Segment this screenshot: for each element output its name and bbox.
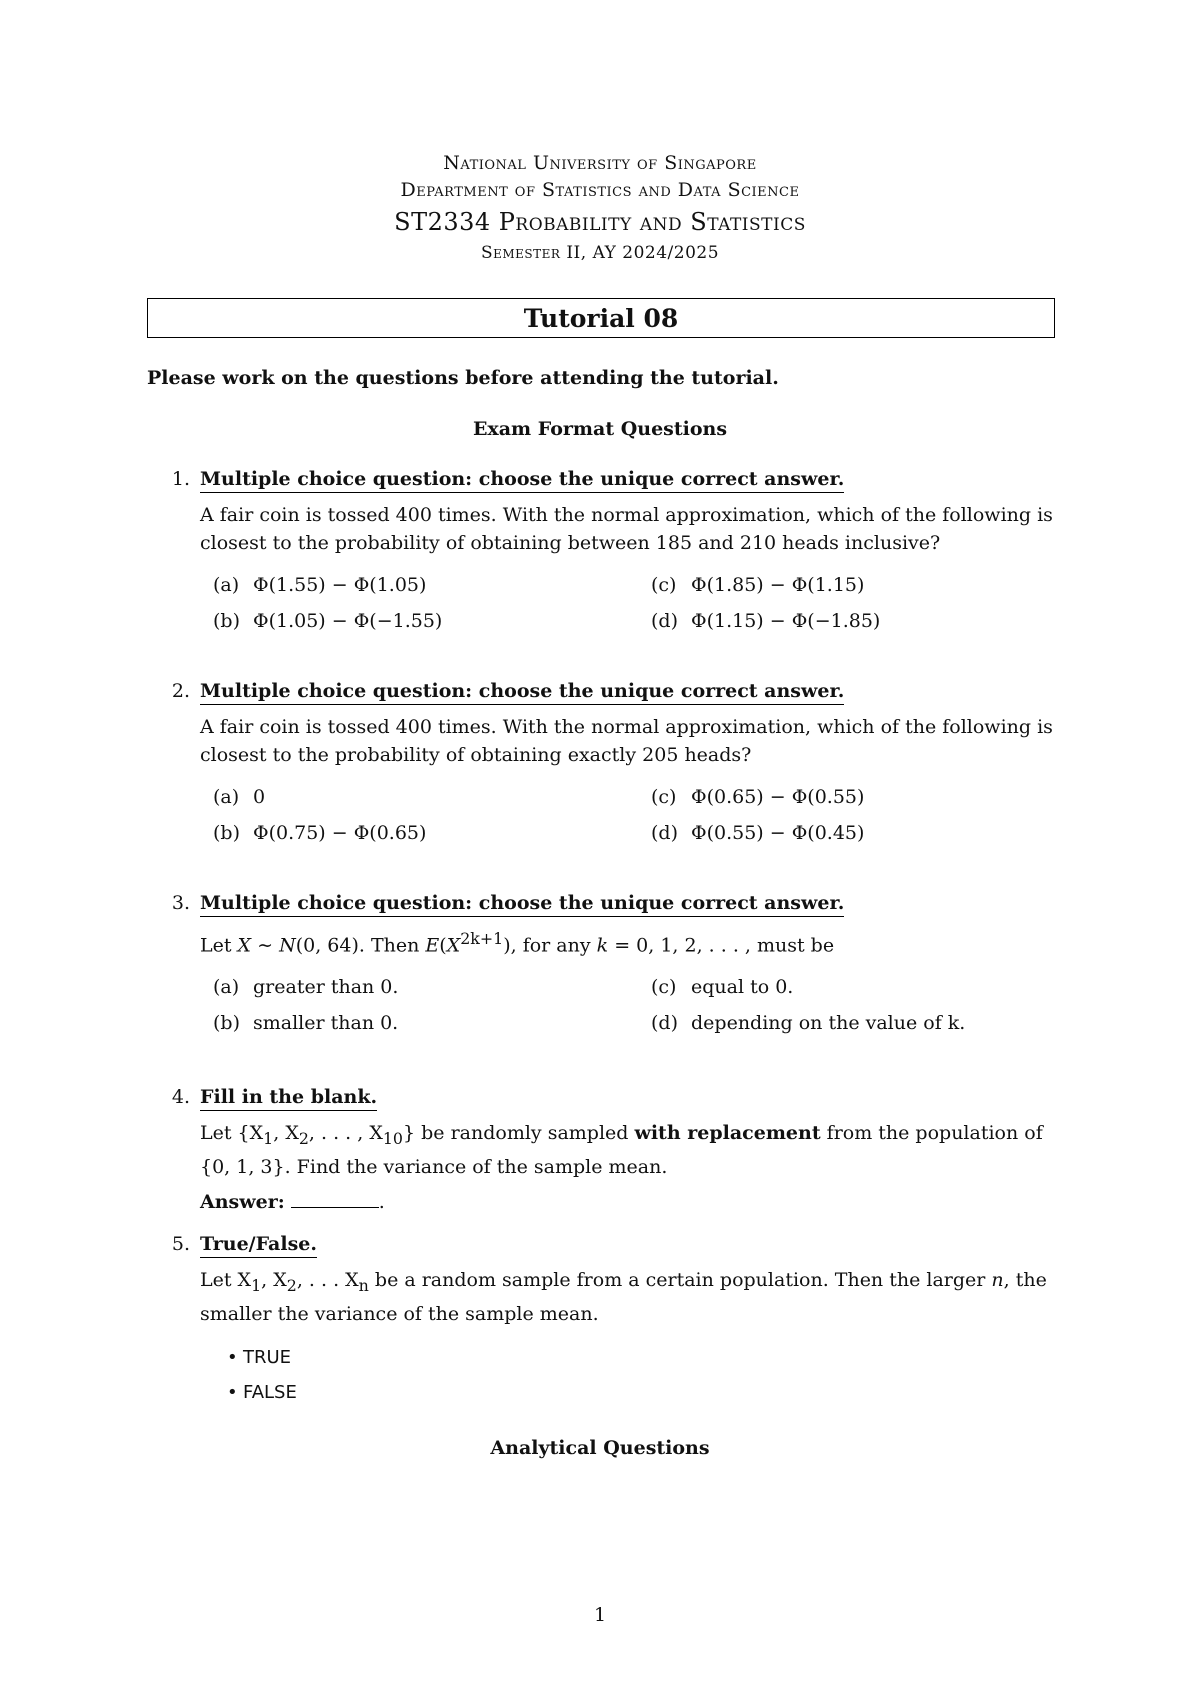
- answer-label: Answer:: [200, 1190, 285, 1213]
- question-number: 3.: [171, 892, 190, 914]
- option-a: (a) greater than 0.: [213, 976, 399, 999]
- instruction-text: Please work on the questions before attending the tutorial.: [147, 367, 779, 389]
- question-1: [147, 468, 1067, 635]
- semester-line: Semester II, AY 2024/2025: [480, 243, 720, 263]
- answer-line: Answer: .: [200, 1190, 385, 1213]
- question-3: [147, 892, 1067, 1037]
- bullet-false: • FALSE: [227, 1375, 1067, 1410]
- options-grid: [213, 973, 1067, 1037]
- question-body: A fair coin is tossed 400 times. With the normal approximation, which of the following is closest to the probability of obtaining between 185 and 210 heads inclusive?: [200, 504, 1053, 554]
- tutorial-title: Tutorial 08: [523, 303, 679, 333]
- options-grid: [213, 571, 1067, 635]
- question-body: Let {$X_1$, $X_2$, . . . , $X_{10}$} be randomly sampled with replacement from the population of {0, 1, 3}. Find the variance of the sample mean.: [200, 1122, 1043, 1178]
- university-name: National University of Singapore: [443, 152, 757, 174]
- option-d: (d) Φ(0.55) − Φ(0.45): [651, 822, 865, 844]
- page-number: 1: [593, 1604, 607, 1626]
- option-d: (d) depending on the value of k.: [651, 1012, 966, 1035]
- question-number: 2.: [171, 680, 190, 702]
- option-b: (b) Φ(1.05) − Φ(−1.55): [213, 610, 443, 632]
- question-number: 1.: [171, 468, 190, 490]
- option-a: (a) 0: [213, 786, 266, 808]
- bullet-icon: •: [227, 1346, 238, 1368]
- option-c: (c) Φ(0.65) − Φ(0.55): [651, 786, 865, 808]
- option-b: (b) smaller than 0.: [213, 1012, 399, 1035]
- option-c: (c) Φ(1.85) − Φ(1.15): [651, 574, 865, 596]
- question-type: Multiple choice question: choose the unique correct answer.: [200, 468, 844, 493]
- section-title-analytical: Analytical Questions: [490, 1437, 710, 1459]
- question-number: 5.: [171, 1233, 190, 1255]
- question-type: Fill in the blank.: [200, 1086, 377, 1111]
- option-a: (a) Φ(1.55) − Φ(1.05): [213, 574, 427, 596]
- tutorial-title-box: [147, 298, 1055, 338]
- option-b: (b) Φ(0.75) − Φ(0.65): [213, 822, 427, 844]
- question-5: [147, 1233, 1067, 1410]
- question-type: Multiple choice question: choose the unique correct answer.: [200, 892, 844, 917]
- true-false-list: [227, 1340, 1067, 1410]
- question-type: True/False.: [200, 1233, 317, 1258]
- document-header: [0, 150, 1200, 266]
- answer-blank[interactable]: [291, 1189, 379, 1208]
- question-type: Multiple choice question: choose the unique correct answer.: [200, 680, 844, 705]
- question-body: A fair coin is tossed 400 times. With the normal approximation, which of the following is closest to the probability of obtaining exactly 205 heads?: [200, 716, 1053, 766]
- department-name: Department of Statistics and Data Science: [400, 179, 800, 201]
- bullet-true: • TRUE: [227, 1340, 1067, 1375]
- question-4: [147, 1086, 1067, 1213]
- options-grid: [213, 783, 1067, 847]
- course-title: ST2334 Probability and Statistics: [394, 208, 806, 236]
- option-c: (c) equal to 0.: [651, 976, 794, 999]
- question-body: Let X ∼ N(0, 64). Then $E(X^{2k+1})$, for any k = 0, 1, 2, . . . , must be: [200, 929, 835, 957]
- option-d: (d) Φ(1.15) − Φ(−1.85): [651, 610, 881, 632]
- question-number: 4.: [171, 1086, 190, 1108]
- question-2: [147, 680, 1067, 847]
- section-title-exam-format: Exam Format Questions: [472, 418, 728, 440]
- bullet-icon: •: [227, 1381, 238, 1403]
- question-body: Let $X_1$, $X_2$, . . . $X_n$ be a random sample from a certain population. Then the larger n, the smaller the variance of the sample mean.: [200, 1269, 1047, 1325]
